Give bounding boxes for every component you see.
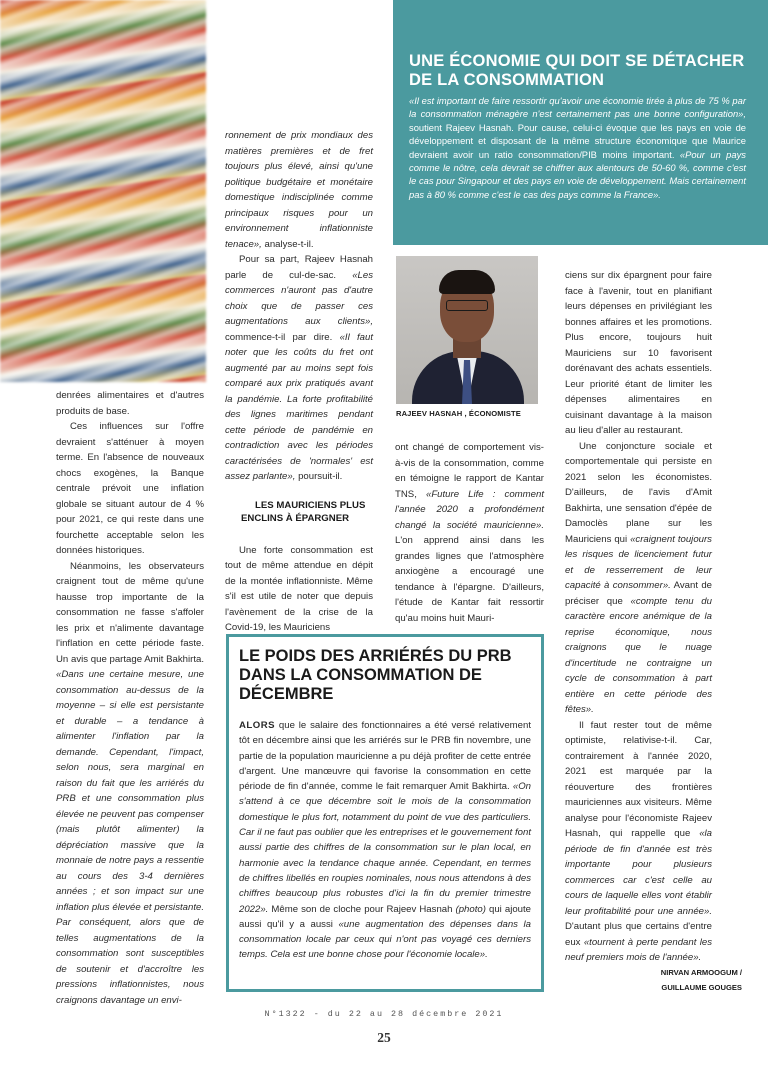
paragraph: Une forte consommation est tout de même attendue en dépit de la montée inflationniste. Même s'il est utile de noter que depuis l'avènement de la crise de la Covid-19, les Mauriciens (225, 544, 373, 633)
article-column-3 (395, 440, 544, 626)
paragraph: ont changé de comportement vis-à-vis de la consommation, comme en témoigne le rapport de Kantar TNS, «Future Life : comment l'année 2020 a profondément changé la société mauricienne». L'on apprend ainsi dans les grandes lignes que l'atmosphère anxiogène a encouragé une tendance à l'épargne. D'ailleurs, l'étude de Kantar fait ressortir qu'au moins huit Mauri- (395, 442, 544, 624)
prb-box-title: LE POIDS DES ARRIÉRÉS DU PRB DANS LA CONSOMMATION DE DÉCEMBRE (239, 647, 512, 703)
sidebar-box (393, 0, 768, 245)
prb-arrears-box (226, 634, 544, 992)
supermarket-shelves-photo (0, 0, 206, 382)
author-line-2: GUILLAUME GOUGES (661, 983, 742, 992)
issue-info: N°1322 - du 22 au 28 décembre 2021 (264, 1009, 504, 1019)
paragraph: Ces influences sur l'offre devraient s'atténuer à moyen terme. En l'absence de nouveaux chocs exogènes, la Banque centrale prévoit une inflation globale se situant autour de 4 % pour 2021, ce qui reste dans une fourchette acceptable selon les données historiques. (56, 421, 204, 556)
paragraph: Néanmoins, les observateurs craignent tout de même qu'une hausse trop importante de la consommation ne fasse s'affoler les prix et n'alimente davantage l'inflation en cette période faste. Un avis que partage Amit Bakhirta. «Dans une certaine mesure, une consommation au-dessus de la moyenne – si elle est persistante et durable – a tendance à alimenter l'inflation par la demande. Cependant, l'impact, selon nous, sera marginal en raison du fait que les arriérés du PRB et une consommation plus élevée ne peuvent pas compenser (mais plutôt alimenter) la dépréciation massive que la monnaie de notre pays a ressentie au cours des 3-4 dernières années ; et son impact sur une inflation plus élevée et persistante. Par conséquent, alors que de telles augmentations de la consommation sont susceptibles de soutenir et d'accroître les pressions inflationnistes, nous craignons davantage un envi- (56, 560, 204, 1006)
paragraph: Pour sa part, Rajeev Hasnah parle de cul-de-sac. «Les commerces n'auront pas d'autre choix que de passer ces augmentations aux clients», commence-t-il par dire. «Il faut noter que les coûts du fret ont augmenté par au moins sept fois comparé aux prix pratiqués avant la pandémie. La forte profitabilité des lignes maritimes pendant cette période de pandémie en contradiction avec les périodes caractérisées de 'normales' est assez parlante», poursuit-il. (225, 254, 373, 482)
article-column-4 (565, 268, 712, 966)
paragraph: Une conjoncture sociale et comportementale qui persiste en 2021 selon les économistes. D'ailleurs, de l'avis d'Amit Bakhirta, une sensation d'épée de Damoclès plane sur les Mauriciens qui «craignent toujours les risques de licenciement futur et de resserrement de leur capacité à consommer». Avant de préciser que «compte tenu du caractère encore anémique de la reprise économique, nous craignons que le nuage d'incertitude ne contraigne un cycle de consommation à part entière en cette période des fêtes». (565, 440, 712, 715)
sidebar-box-title: UNE ÉCONOMIE QUI DOIT SE DÉTACHER DE LA CONSOMMATION (409, 52, 745, 89)
page-number: 25 (377, 1030, 391, 1045)
paragraph: ciens sur dix épargnent pour faire face à l'avenir, tout en planifiant leurs dépenses en privilégiant les bonnes affaires et les promotions. Plus encore, toujours huit Mauriciens sur 10 favorisent dorénavant des achats essentiels. Leur priorité étant de limiter les dépenses alimentaires en cuisinant davantage à la maison au lieu d'aller au restaurant. (565, 270, 712, 436)
article-column-1 (56, 388, 204, 1008)
sidebar-box-text: «Il est important de faire ressortir qu'avoir une économie tirée à plus de 75 % par la consommation ménagère n'est certainement pas une bonne configuration», soutient Rajeev Hasnah. Pour cause, celui-ci évoque que les pays en voie de développement et disposant de la même structure économique que Maurice devraient avoir un ratio consommation/PIB moins important. «Pour un pays comme le nôtre, cela devrait se chiffrer aux alentours de 50-60 %, comme c'est le cas pour Singapour et des pays en voie de développement. Mais certainement pas à 80 % comme c'est le cas des pays comme la France». (409, 95, 746, 200)
article-column-2 (225, 128, 373, 636)
paragraph: ronnement de prix mondiaux des matières premières et de fret toujours plus élevé, ainsi qu'une politique budgétaire et monétaire domestique indisciplinée comme principaux risques pour un environnement inflationniste tenace», analyse-t-il. (225, 130, 373, 250)
section-subheading: LES MAURICIENS PLUS ENCLINS À ÉPARGNER (241, 499, 366, 524)
paragraph: Il faut rester tout de même optimiste, relativise-t-il. Car, contrairement à l'année 2020, 2021 est marquée par la réouverture des frontières mauriciennes aux visiteurs. Même analyse pour l'économiste Rajeev Hasnah, qui rappelle que «la période de fin d'année est très importante pour plusieurs commerces car c'est celle au cours de laquelle elles vont établir leur profitabilité pour une année». D'autant plus que certains d'entre eux «tournent à perte pendant les neuf premiers mois de l'année». (565, 719, 712, 963)
author-signature (600, 965, 742, 995)
photo-caption: RAJEEV HASNAH , ÉCONOMISTE (396, 409, 521, 418)
economist-portrait-photo (396, 256, 538, 404)
author-line-1: NIRVAN ARMOOGUM / (660, 968, 742, 977)
prb-box-text: ALORS que le salaire des fonctionnaires a été versé relativement tôt en décembre ainsi que les arriérés sur le PRB fin novembre, une partie de la population mauricienne a pu déjà profiter de cette entrée d'argent. Une manœuvre qui favorise la consommation en cette période de fin d'année, comme le fait remarquer Amit Bakhirta. «On s'attend à ce que décembre soit le mois de la consommation domestique le plus fort, notamment du point de vue des particuliers. Car il ne faut pas oublier que les entreprises et le gouvernement font aussi partie des chiffres de la consommation sur le plan local, en harmonie avec la tendance chaque année. Cependant, en termes de chiffres libellés en roupies nominales, nous nous attendons à des chiffres beaucoup plus robustes d'ici la fin du premier trimestre 2022». Même son de cloche pour Rajeev Hasnah (photo) qui ajoute aussi qu'il y a aussi «une augmentation des dépenses dans la consommation locale par ceux qui n'ont pas voyagé ces derniers temps. Cela est une bonne chose pour l'économie locale». (239, 720, 531, 961)
paragraph: denrées alimentaires et d'autres produits de base. (56, 390, 204, 417)
